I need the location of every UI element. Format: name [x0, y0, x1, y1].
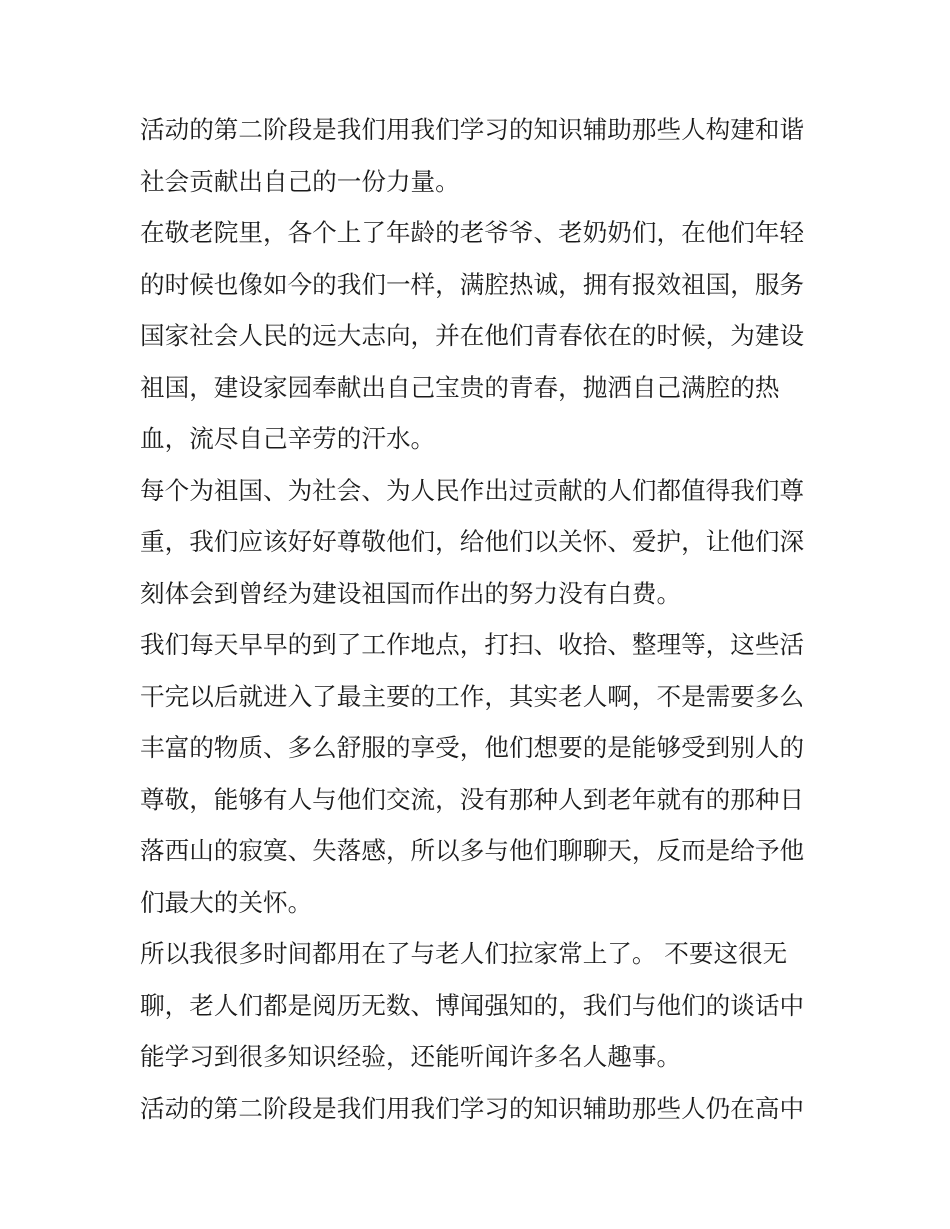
text-line: 聊，老人们都是阅历无数、博闻强知的，我们与他们的谈话中: [140, 990, 805, 1020]
text-line: 的时候也像如今的我们一样，满腔热诚，拥有报效祖国，服务: [140, 269, 805, 299]
text-line: 社会贡献出自己的一份力量。: [140, 166, 460, 196]
text-line: 能学习到很多知识经验，还能听闻许多名人趣事。: [140, 1042, 682, 1071]
text-line: 尊敬，能够有人与他们交流，没有那种人到老年就有的那种日: [140, 784, 805, 814]
text-line: 我们每天早早的到了工作地点，打扫、收拾、整理等，这些活: [140, 630, 805, 659]
text-line: 重，我们应该好好尊敬他们，给他们以关怀、爱护，让他们深: [140, 527, 805, 556]
text-line: 活动的第二阶段是我们用我们学习的知识辅助那些人构建和谐: [140, 115, 805, 144]
text-line: 国家社会人民的远大志向，并在他们青春依在的时候，为建设: [140, 321, 805, 350]
text-line: 所以我很多时间都用在了与老人们拉家常上了。 不要这很无: [140, 939, 788, 968]
body-text: [140, 104, 820, 1134]
text-line: 祖国，建设家园奉献出自己宝贵的青春，抛洒自己满腔的热: [140, 372, 780, 402]
text-line: 每个为祖国、为社会、为人民作出过贡献的人们都值得我们尊: [140, 475, 805, 505]
text-line: 丰富的物质、多么舒服的享受，他们想要的是能够受到别人的: [140, 733, 805, 762]
text-line: 血，流尽自己辛劳的汗水。: [140, 424, 436, 453]
text-line: 干完以后就进入了最主要的工作，其实老人啊，不是需要多么: [140, 681, 805, 711]
text-line: 们最大的关怀。: [140, 887, 313, 917]
text-line: 活动的第二阶段是我们用我们学习的知识辅助那些人仍在高中: [140, 1093, 805, 1123]
text-line: 在敬老院里，各个上了年龄的老爷爷、老奶奶们，在他们年轻: [140, 218, 805, 247]
text-line: 落西山的寂寞、失落感，所以多与他们聊聊天，反而是给予他: [140, 836, 805, 865]
text-line: 刻体会到曾经为建设祖国而作出的努力没有白费。: [140, 578, 682, 608]
